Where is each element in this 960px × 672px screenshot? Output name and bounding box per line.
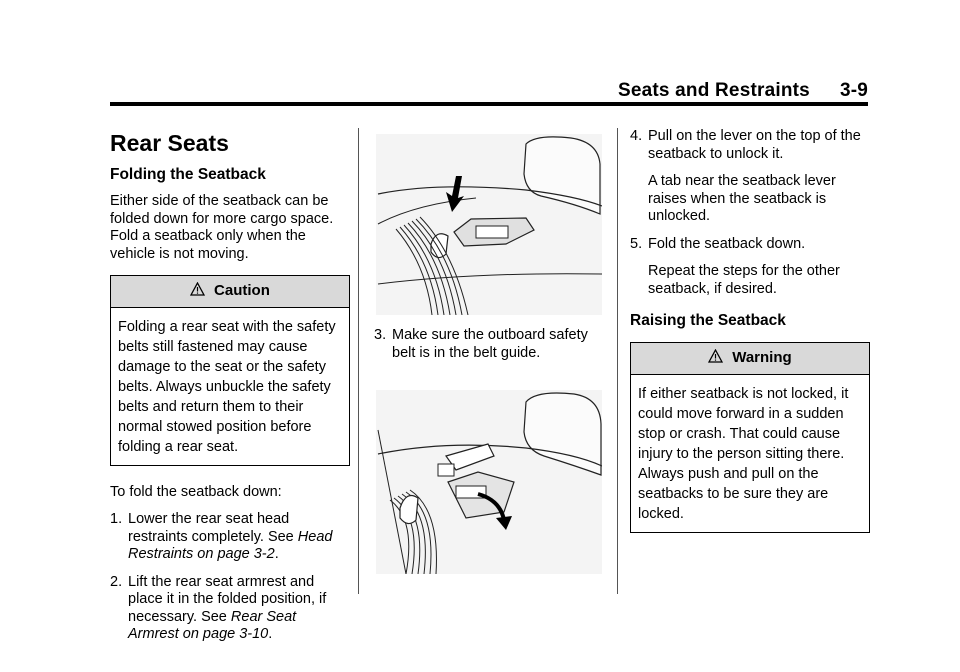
section-heading: Rear Seats (110, 130, 229, 156)
step-5-note: Repeat the steps for the other seatback, if desired. (648, 263, 840, 297)
step-4-number: 4. (630, 128, 643, 144)
column-divider-right (617, 128, 618, 594)
page-header (618, 80, 868, 102)
caution-title (111, 276, 349, 308)
header-rule (110, 102, 868, 106)
step-2: 2. Lift the rear seat armrest and place it in the folded position, if necessary. See Rear Seat Armrest on page 3-10. (110, 573, 327, 642)
step-1: 1. Lower the rear seat head restraints completely. See Head Restraints on page 3-2. (110, 511, 333, 562)
caution-label: Caution (214, 282, 270, 299)
column-2 (374, 128, 604, 574)
column-divider-left (358, 128, 359, 594)
step-3-text: Make sure the outboard safety belt is in the belt guide. (392, 327, 588, 361)
subsection-heading-raising: Raising the Seatback (630, 312, 786, 329)
intro-paragraph: Either side of the seatback can be folded down for more cargo space. Fold a seatback only when the vehicle is not moving. (110, 193, 334, 262)
step-4-text: Pull on the lever on the top of the seatback to unlock it. (648, 128, 861, 162)
step-1-reference[interactable]: Head Restraints on page 3-2 (128, 528, 333, 562)
fold-lead: To fold the seatback down: (110, 483, 282, 500)
step-4 (630, 128, 870, 163)
page-number: 3-9 (839, 80, 868, 101)
step-3-number: 3. (374, 327, 387, 343)
warning-text: If either seatback is not locked, it could move forward in a sudden stop or crash. That could cause injury to the person sitting there. Always push and pull on the seatbacks to be sure they are locked. (638, 385, 849, 522)
step-5-text: Fold the seatback down. (648, 235, 806, 252)
warning-icon (708, 349, 727, 365)
column-1 (110, 128, 350, 654)
caution-box (110, 275, 350, 466)
step-2-text: Lift the rear seat armrest and place it in the folded position, if necessary. See (128, 573, 327, 625)
step-5 (630, 236, 870, 254)
caution-icon (190, 282, 209, 298)
step-5-number: 5. (630, 235, 643, 252)
step-3 (374, 327, 604, 362)
warning-label: Warning (732, 349, 792, 366)
step-1-number: 1. (110, 511, 123, 527)
warning-box (630, 342, 870, 533)
caution-text: Folding a rear seat with the safety belts still fastened may cause damage to the seat or the safety belts. Always unbuckle the safety belts and return them to their normal stowed position before folding a rear seat. (118, 318, 336, 455)
subsection-heading-folding: Folding the Seatback (110, 166, 266, 183)
seatback-lever-illustration (376, 134, 602, 315)
step-1-text: Lower the rear seat head restraints completely. See (128, 511, 298, 545)
belt-guide-illustration (376, 390, 602, 574)
step-4-note: A tab near the seatback lever raises when the seatback is unlocked. (648, 173, 836, 224)
column-3 (630, 128, 870, 551)
warning-title (631, 343, 869, 375)
section-title: Seats and Restraints (617, 80, 810, 101)
step-2-number: 2. (110, 573, 123, 590)
step-2-reference[interactable]: Rear Seat Armrest on page 3-10 (128, 608, 297, 642)
